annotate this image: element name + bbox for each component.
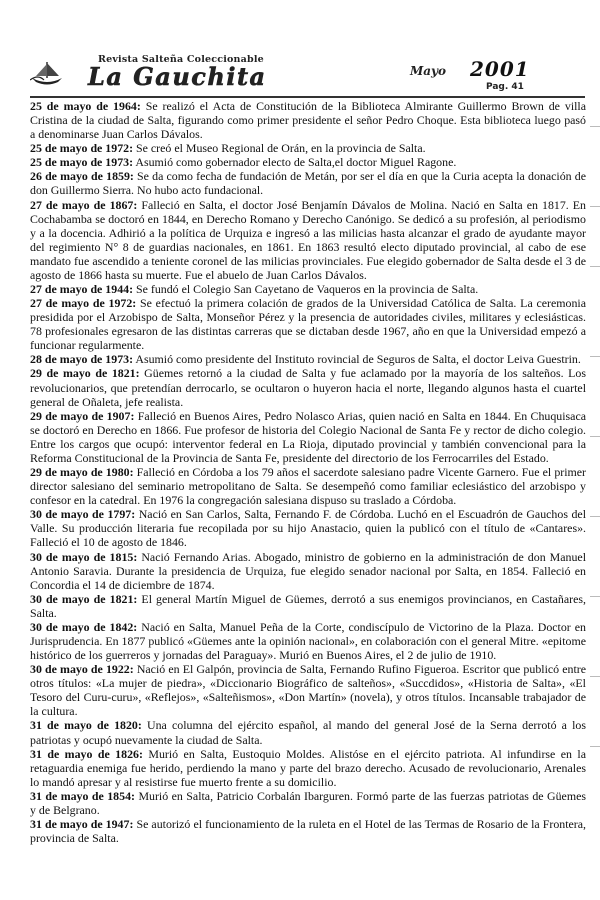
list-item [30, 550, 586, 592]
entry-date: 27 de mayo de 1944: [30, 282, 134, 297]
list-item [30, 662, 586, 718]
entry-text: Se realizó el Acta de Constitución de la Biblioteca Almirante Guillermo Brown de villa Cristina de la ciudad de Salta, figurando como primer presidente el señor Pedro Choque. Esta biblioteca luego pasó a denominarse Juan Carlos Dávalos. [30, 99, 587, 142]
entry-text: Falleció en Córdoba a los 79 años el sacerdote salesiano padre Vicente Garnero. Fue el primer director salesiano del seminario metropolitano de Salta. Se desempeñó como familiar eclesiástico del arzobispo y confesor en la catedral. En 1976 la congregación salesiana dispuso su traslado a Córdoba. [30, 465, 587, 508]
list-item [30, 718, 586, 746]
entry-date: 29 de mayo de 1907: [30, 408, 135, 423]
list-item [30, 409, 586, 465]
entry-date: 30 de mayo de 1922: [30, 662, 134, 677]
entry-date: 25 de mayo de 1972: [30, 141, 134, 156]
list-item [30, 141, 586, 155]
list-item [30, 620, 586, 662]
entry-text: Nació en Salta, Manuel Peña de la Corte, condiscípulo de Victorino de la Plaza. Doctor en Jurisprudencia. En 1877 publicó «Güemes ante la opinión nacional», en colaboración con el general Mitre. «epitome histórico de los guerreros y jornadas del Paraguay». Murió en Buenos Aires, el 2 de julio de 1910. [30, 619, 587, 663]
entry-date: 25 de mayo de 1973: [30, 155, 134, 170]
entry-text: Nació Fernando Arias. Abogado, ministro de gobierno en la administración de don Manuel Antonio Saravia. Durante la presidencia de Urquiza, fue elegido senador nacional por Salta, en 1854. Falleció en Concordia el 14 de diciembre de 1874. [30, 549, 586, 592]
entry-date: 27 de mayo de 1867: [30, 197, 138, 212]
entry-date: 29 de mayo de 1980: [30, 465, 134, 480]
entry-text: Se da como fecha de fundación de Metán, por ser el día en que la Curia acepta la donación de don Guillermo Sierra. No hubo acto fundacional. [30, 169, 587, 198]
entry-text: Asumió como presidente del Instituto rovincial de Seguros de Salta, el doctor Leiva Guestrin. [133, 352, 581, 367]
list-item [30, 198, 586, 282]
entry-text: Murió en Salta, Eustoquio Moldes. Alistóse en el ejército patriota. Al infundirse en la retaguardia enemiga fue herido, perdiendo la mano y parte del brazo derecho. Acusado de revolucionario, Arenales lo mandó apresar y al resistirse fue muerto frente a su domicilio. [30, 746, 587, 789]
sailing-ship-icon [30, 60, 64, 86]
list-item [30, 352, 586, 366]
entry-text: Güemes retornó a la ciudad de Salta y fue aclamado por la mayoría de los salteños. Los revolucionarios, que pretendían derrocarlo, se ocultaron o huyeron hacia el norte, llegando algunos hasta el cuartel general de Oñaleta, jefe realista. [30, 366, 586, 409]
entry-text: El general Martín Miguel de Güemes, derrotó a sus enemigos provincianos, en Castañares, Salta. [30, 591, 586, 620]
entry-text: Nació en El Galpón, provincia de Salta, Fernando Rufino Figueroa. Escritor que publicó entre otros títulos: «La mujer de piedra», «Diccionario Biográfico de salteños», «Succdidos», «Historia de Salta», «El Tesoro del Curu-curu», «Reflejos», «Salteñismos», «Don Martín» (novela), y otros títulos. Incansable trabajador de la cultura. [30, 662, 586, 719]
entry-date: 31 de mayo de 1820: [30, 718, 142, 733]
entry-text: Se efectuó la primera colación de grados de la Universidad Católica de Salta. La ceremonia presidida por el Arzobispo de Salta, Monseñor Pérez y la presencia de autoridades civiles, militares y eclesiásticas. 78 profesionales egresaron de las distintas carreras que se dictaban desde 1967, año en que la Universidad empezó a funcionar regularmente. [30, 296, 587, 353]
masthead [28, 54, 580, 96]
list-item [30, 99, 586, 141]
entry-text: Se autorizó el funcionamiento de la ruleta en el Hotel de las Termas de Rosario de la Frontera, provincia de Salta. [30, 816, 586, 846]
list-item [30, 366, 586, 408]
entry-date: 27 de mayo de 1972: [30, 296, 137, 311]
magazine-title: La Gauchita [88, 62, 267, 91]
list-item [30, 507, 586, 549]
list-item [30, 296, 586, 352]
entry-date: 26 de mayo de 1859: [30, 169, 134, 184]
entry-text: Asumió como gobernador electo de Salta,el doctor Miguel Ragone. [133, 155, 457, 170]
bleed-through-marks [586, 96, 600, 796]
list-item [30, 789, 586, 817]
entry-date: 31 de mayo de 1947: [30, 816, 134, 831]
entry-text: Falleció en Buenos Aires, Pedro Nolasco Arias, quien nació en Salta en 1844. En Chuquisaca se doctoró en Derecho en 1866. Fue profesor de historia del Colegio Nacional de Santa Fe y rector de dicho colegio. Entre los cargos que ocupó: interventor federal en La Rioja, diputado provincial y también convencional para la Reforma Constitucional de la Provincia de Santa Fe, presidente del directorio de los Ferrocarriles del Estado. [30, 408, 587, 465]
list-item [30, 155, 586, 169]
entry-date: 30 de mayo de 1815: [30, 549, 138, 564]
list-item [30, 169, 586, 197]
entry-text: Una columna del ejército español, al mando del general José de la Serna derrotó a los patriotas y ocupó nuevamente la ciudad de Salta. [30, 718, 587, 747]
entry-date: 29 de mayo de 1821: [30, 366, 140, 381]
entry-date: 28 de mayo de 1973: [30, 352, 134, 367]
entry-text: Falleció en Salta, el doctor José Benjamín Dávalos de Molina. Nació en Salta en 1817. En Cochabamba se doctoró en 1844, en Derecho Romano y Derecho Canónigo. Se dedicó a su profesión, al periodismo y a la docencia. Adhirió a la política de Urquiza e ingresó a las milicias hasta alcanzar el grado de ayudante mayor del regimiento N° 8 de guardias nacionales, en 1861. En 1863 resultó electo diputado provincial, al cabo de ese mandato fue ascendido a teniente coronel de las milicias provinciales. Fue elegido gobernador de Salta desde el 3 de agosto de 1866 hasta su muerte. Fue el abuelo de Juan Carlos Dávalos. [30, 197, 587, 282]
page-number: Pag. 41 [486, 82, 524, 92]
entry-date: 30 de mayo de 1842: [30, 619, 138, 634]
entry-date: 30 de mayo de 1797: [30, 507, 136, 522]
entry-date: 25 de mayo de 1964: [30, 99, 141, 113]
list-item [30, 465, 586, 507]
header-divider [30, 96, 585, 98]
magazine-subtitle: Revista Salteña Coleccionable [98, 54, 264, 65]
issue-year: 2001 [470, 57, 530, 81]
entry-text: Nació en San Carlos, Salta, Fernando F. de Córdoba. Luchó en el Escuadrón de Gauchos del Valle. Su producción literaria fue recopilada por su hijo Anastacio, quien la publicó con el título de «Cantares». Falleció el 10 de agosto de 1846. [30, 507, 586, 550]
ephemeris-list [30, 99, 586, 845]
list-item [30, 817, 586, 845]
entry-date: 30 de mayo de 1821: [30, 591, 138, 606]
list-item [30, 592, 586, 620]
list-item [30, 747, 586, 789]
list-item [30, 282, 586, 296]
entry-text: Se fundó el Colegio San Cayetano de Vaqueros en la provincia de Salta. [133, 282, 479, 297]
entry-text: Se creó el Museo Regional de Orán, en la provincia de Salta. [133, 141, 426, 156]
entry-text: Murió en Salta, Patricio Corbalán Ibarguren. Formó parte de las fuerzas patriotas de Güemes y de Belgrano. [30, 788, 586, 817]
issue-month: Mayo [410, 64, 447, 78]
entry-date: 31 de mayo de 1854: [30, 788, 135, 803]
entry-date: 31 de mayo de 1826: [30, 746, 143, 761]
